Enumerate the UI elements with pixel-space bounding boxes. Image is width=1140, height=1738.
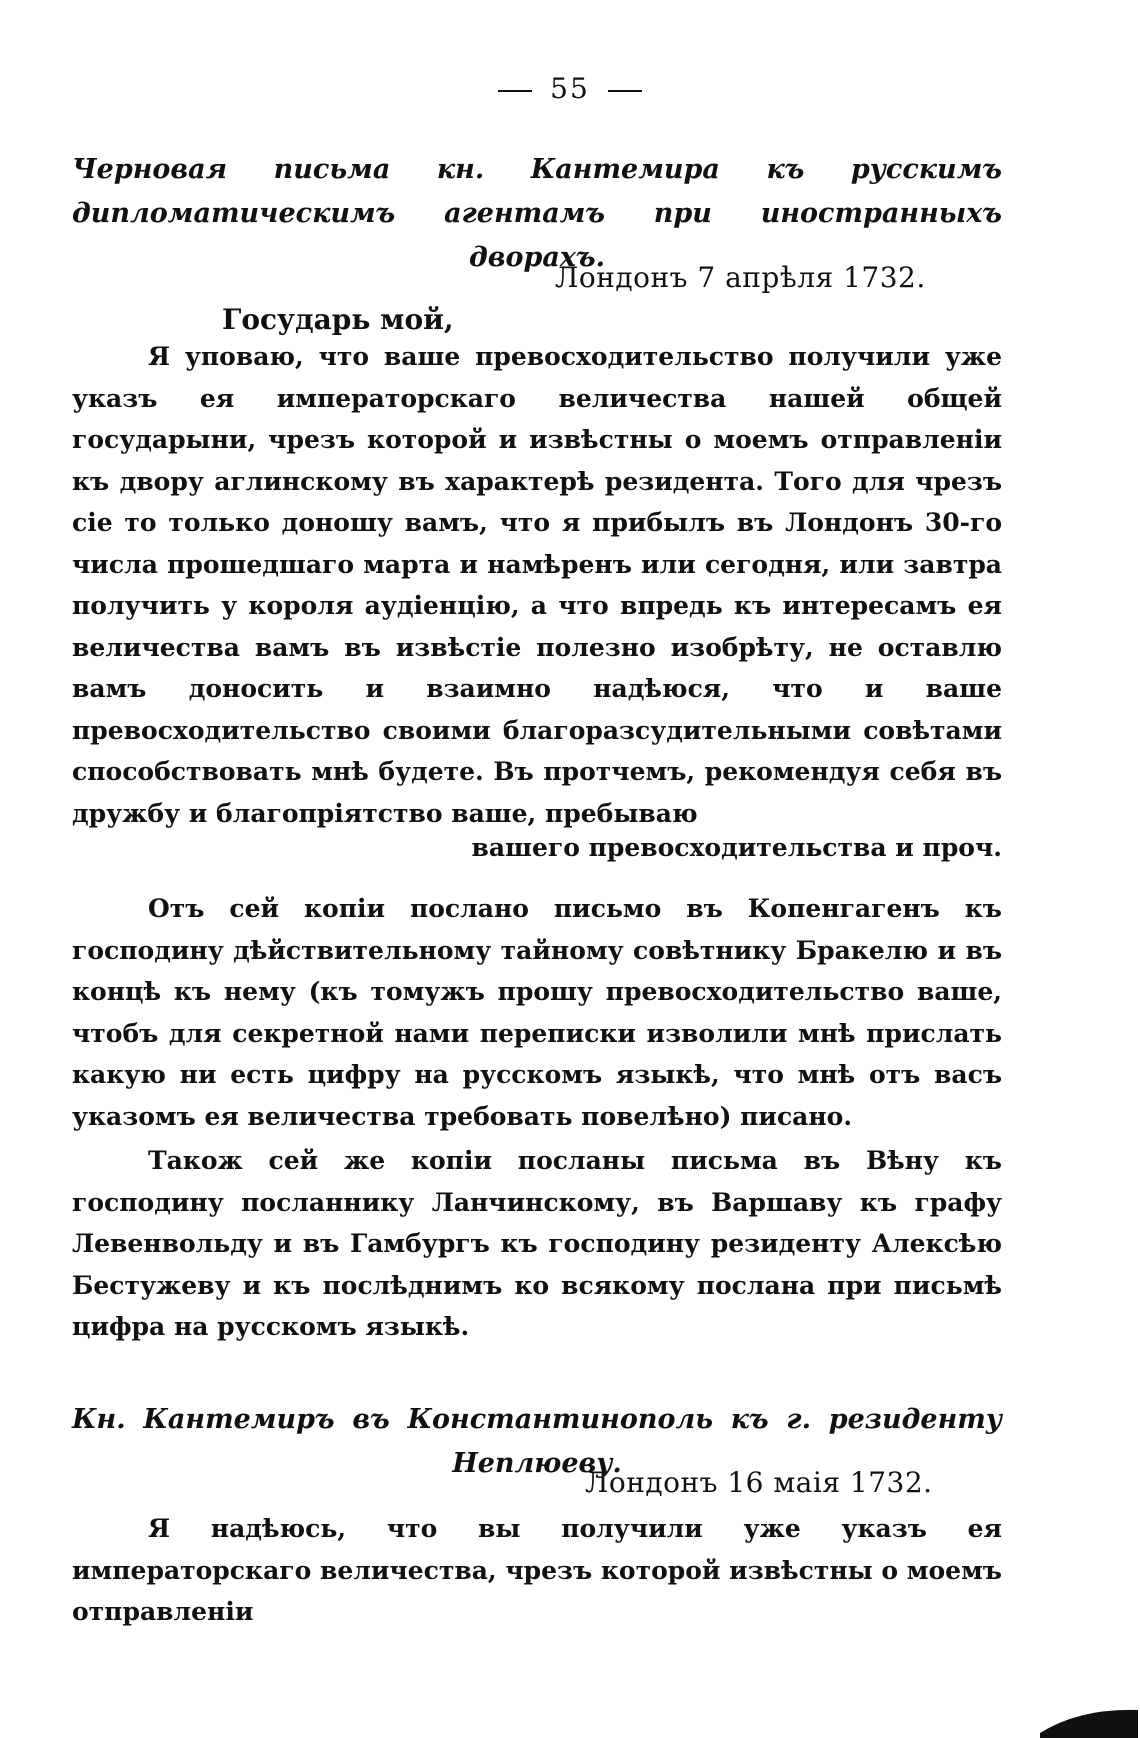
page-number-value: 55	[550, 72, 590, 105]
letter2-heading: Кн. Кантемиръ въ Константинополь къ г. резиденту Неплюеву.	[72, 1404, 1002, 1479]
letter1-note-vienna: Також сей же копіи посланы письма въ Вѣну къ господину посланнику Ланчинскому, въ Варшаву къ графу Левенвольду и въ Гамбургъ къ господину резиденту Алексѣю Бестужеву и къ послѣднимъ ко всякому послана при письмѣ цифра на русскомъ языкѣ.	[72, 1146, 1002, 1341]
ink-smudge-mark	[1020, 1678, 1140, 1738]
letter1-note-copenhagen: Отъ сей копіи послано письмо въ Копенгагенъ къ господину дѣйствительному тайному совѣтнику Бракелю и въ концѣ къ нему (къ томужъ прошу превосходительство ваше, чтобъ для секретной нами переписки изволили мнѣ прислать какую ни есть цифру на русскомъ языкѣ, что мнѣ отъ васъ указомъ ея величества требовать повелѣно) писано.	[72, 894, 1002, 1131]
page-number	[0, 72, 1140, 105]
letter1-dateline: Лондонъ 7 апрѣля 1732.	[555, 261, 926, 294]
letter2-body: Я надѣюсь, что вы получили уже указъ ея императорскаго величества, чрезъ которой извѣстны о моемъ отправленіи	[72, 1514, 1002, 1626]
letter1-heading: Черновая письма кн. Кантемира къ русскимъ дипломатическимъ агентамъ при иностранныхъ дворахъ.	[72, 154, 1002, 273]
letter1-closing: вашего превосходительства и проч.	[471, 833, 1002, 862]
page-number-dash-right	[608, 90, 642, 92]
letter1-body: Я уповаю, что ваше превосходительство получили уже указъ ея императорскаго величества нашей общей государыни, чрезъ которой и извѣстны о моемъ отправленіи къ двору аглинскому въ характерѣ резидента. Того для чрезъ сіе то только доношу вамъ, что я прибылъ въ Лондонъ 30-го числа прошедшаго марта и намѣренъ или сегодня, или завтра получить у короля аудіенцію, а что впредь къ интересамъ ея величества вамъ въ извѣстіе полезно изобрѣту, не оставлю вамъ доносить и взаимно надѣюся, что и ваше превосходительство своими благоразсудительными совѣтами способствовать мнѣ будете. Въ протчемъ, рекомендуя себя въ дружбу и благопріятство ваше, пребываю	[72, 342, 1002, 828]
page-number-dash-left	[498, 90, 532, 92]
letter2-dateline: Лондонъ 16 маія 1732.	[585, 1466, 933, 1499]
letter1-salutation: Государь мой,	[222, 303, 454, 336]
